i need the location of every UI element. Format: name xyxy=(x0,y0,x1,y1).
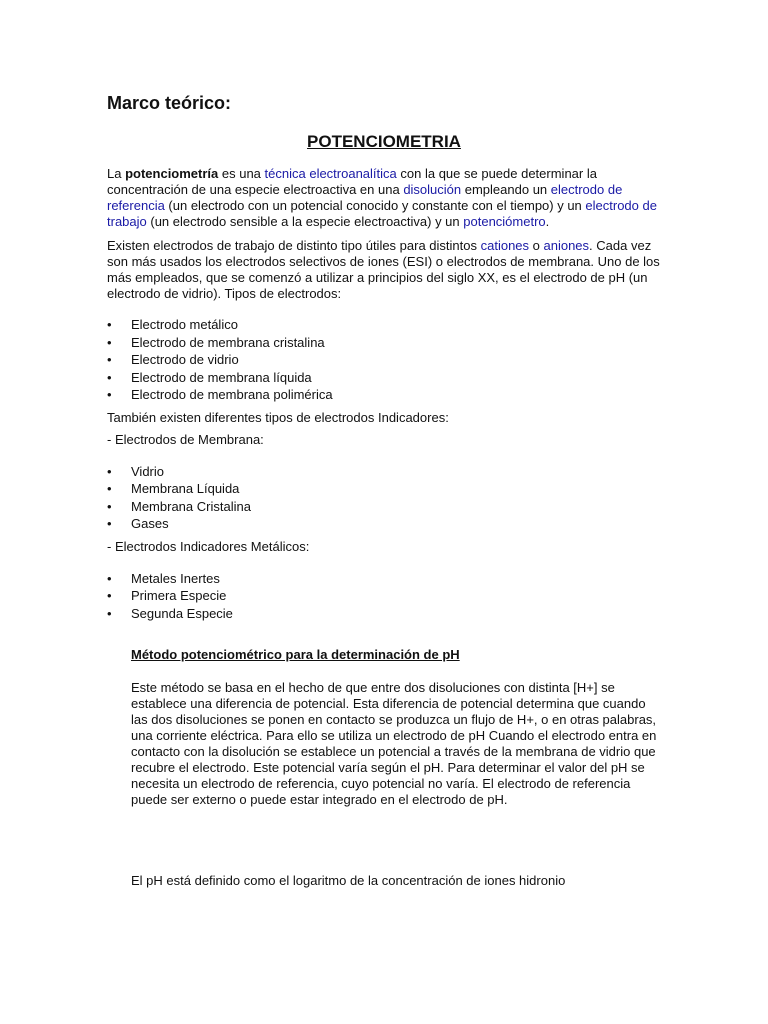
metallic-electrodes-list xyxy=(107,570,667,623)
membrane-electrodes-list xyxy=(107,463,667,533)
text-run: es una xyxy=(218,166,265,181)
electrode-types-list xyxy=(107,316,667,404)
electrodes-paragraph xyxy=(107,238,667,302)
metallic-label: - Electrodos Indicadores Metálicos: xyxy=(107,538,310,554)
link-electrodo-de-referencia[interactable]: electrodo de referencia xyxy=(107,182,623,213)
document-body xyxy=(107,166,667,628)
method-body: Este método se basa en el hecho de que entre dos disoluciones con distinta [H+] se establece una diferencia de potencial. Esta diferencia de potencial determina que cuando las dos disoluciones se ponen en contacto se produzca un flujo de H+, o en otras palabras, una corriente eléctrica. Para ello se utiliza un electrodo de pH Cuando el electrodo entra en contacto con la disolución se establece un potencial a través de la membrana de vidrio que recubre el electrodo. Este potencial varía según el pH. Para determinar el valor del pH se necesita un electrodo de referencia, cuyo potencial no varía. El electrodo de referencia puede ser externo o puede estar integrado en el electrodo de pH. xyxy=(131,680,657,807)
link-cationes[interactable]: cationes xyxy=(480,238,530,253)
text-run: La xyxy=(107,166,126,181)
link-aniones[interactable]: aniones xyxy=(543,238,590,253)
list-item: • Electrodo de membrana polimérica xyxy=(107,386,667,404)
text-run: Existen electrodos de trabajo de distinto tipo útiles para distintos xyxy=(107,238,481,253)
list-item: • Membrana Líquida xyxy=(107,480,667,498)
list-item: • Metales Inertes xyxy=(107,570,667,588)
link-disolucion[interactable]: disolución xyxy=(403,182,462,197)
term-potenciometria: potenciometría xyxy=(125,166,219,181)
text-run: con la que se puede determinar la concentración de una especie electroactiva en una xyxy=(107,166,597,197)
text-run: . Cada vez son más usados los electrodos selectivos de iones (ESI) o electrodos de membrana. Uno de los más empleados, que se comenzó a utilizar a principios del siglo XX, es el electrodo de pH (un electrodo de vidrio). Tipos de electrodos: xyxy=(107,238,660,301)
list-item: • Gases xyxy=(107,515,667,533)
list-item: • Segunda Especie xyxy=(107,605,667,623)
list-item: • Primera Especie xyxy=(107,587,667,605)
membrane-label: - Electrodos de Membrana: xyxy=(107,431,264,447)
document-title: POTENCIOMETRIA xyxy=(307,132,461,151)
method-title xyxy=(131,647,663,663)
list-item: • Membrana Cristalina xyxy=(107,498,667,516)
text-run: empleando un xyxy=(461,182,551,197)
ph-definition: El pH está definido como el logaritmo de la concentración de iones hidronio xyxy=(131,873,566,888)
text-run: (un electrodo sensible a la especie electroactiva) y un xyxy=(146,214,464,229)
list-item: • Electrodo de vidrio xyxy=(107,351,667,369)
section-heading: Marco teórico: xyxy=(107,93,232,113)
list-item: • Vidrio xyxy=(107,463,667,481)
list-item: • Electrodo metálico xyxy=(107,316,667,334)
text-run: . xyxy=(545,214,550,229)
link-tecnica-electroanalitica[interactable]: técnica electroanalítica xyxy=(264,166,397,181)
link-potenciometro[interactable]: potenciómetro xyxy=(463,214,546,229)
method-title-text: Método potenciométrico para la determinación de pH xyxy=(131,647,460,662)
link-electrodo-de-trabajo[interactable]: electrodo de trabajo xyxy=(107,198,657,229)
text-run: o xyxy=(529,238,544,253)
list-item: • Electrodo de membrana cristalina xyxy=(107,334,667,352)
intro-paragraph xyxy=(107,166,667,230)
indicator-intro: También existen diferentes tipos de electrodos Indicadores: xyxy=(107,409,449,425)
list-item: • Electrodo de membrana líquida xyxy=(107,369,667,387)
text-run: (un electrodo con un potencial conocido y constante con el tiempo) y un xyxy=(164,198,586,213)
